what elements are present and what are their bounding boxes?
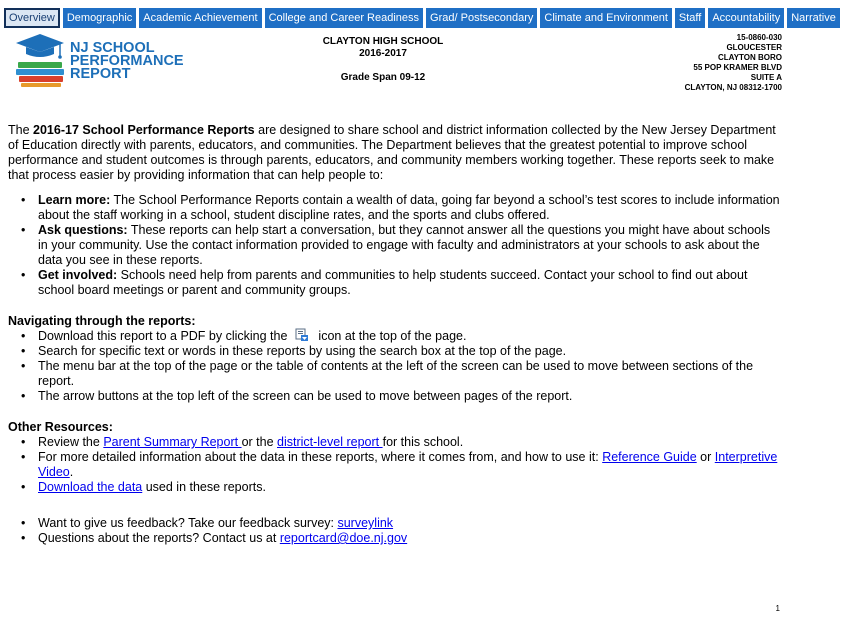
list-item: • The menu bar at the top of the page or the table of contents at the left of the screen can be used to move between sections of the report. bbox=[21, 359, 754, 388]
tab-overview[interactable]: Overview bbox=[4, 8, 60, 28]
bullet: • bbox=[21, 329, 26, 343]
list-item: • Search for specific text or words in these reports by using the search box at the top of the page. bbox=[21, 344, 567, 358]
list-item: • Learn more: The School Performance Reports contain a wealth of data, going far beyond a school’s test scores to include information about the staff working in a school, student discipline rates, and the sports and clubs offered. bbox=[21, 193, 780, 222]
list-item: • Questions about the reports? Contact us at reportcard@doe.nj.gov bbox=[21, 531, 408, 545]
parent-summary-link[interactable]: Parent Summary Report bbox=[103, 435, 242, 449]
navigating-title: Navigating through the reports: bbox=[8, 314, 196, 328]
bullet: • bbox=[21, 268, 26, 282]
tab-grad-postsecondary[interactable]: Grad/ Postsecondary bbox=[426, 8, 537, 28]
bullet: • bbox=[21, 344, 26, 358]
navigating-list bbox=[8, 329, 780, 404]
list-item: • The arrow buttons at the top left of the screen can be used to move between pages of the report. bbox=[21, 389, 573, 403]
tab-academic-achievement[interactable]: Academic Achievement bbox=[139, 8, 261, 28]
school-year: 2016-2017 bbox=[359, 48, 407, 59]
bullet: • bbox=[21, 516, 26, 530]
other-resources-list bbox=[8, 435, 780, 495]
list-item: • Get involved: Schools need help from parents and communities to help students succeed. Contact your school to find out about school board meetings or parent and community groups. bbox=[21, 268, 748, 297]
school-name: CLAYTON HIGH SCHOOL bbox=[322, 36, 444, 47]
other-resources-title: Other Resources: bbox=[8, 420, 113, 434]
pdf-download-icon[interactable] bbox=[295, 329, 308, 341]
list-item: • Download the data used in these reports. bbox=[21, 480, 266, 494]
list-item: • Ask questions: These reports can help start a conversation, but they cannot answer all the questions you might have about schools in your community. Use the contact information provided to engage with faculty and administrators at your schools to ask about the data you see in these reports. bbox=[21, 223, 771, 267]
school-address: 15-0860-030 GLOUCESTER CLAYTON BORO 55 POP KRAMER BLVD SUITE A CLAYTON, NJ 08312-1700 bbox=[684, 33, 782, 92]
intro-paragraph: The 2016-17 School Performance Reports are designed to share school and district information collected by the New Jersey Department of Education directly with parents, educators, and communities. The Department believes that the greatest potential to improve school performance and student outcomes is through parents, educators, and community members working together. These reports seek to make that process easier by providing information that can help people to: bbox=[8, 123, 776, 182]
purpose-list bbox=[8, 193, 780, 298]
bullet: • bbox=[21, 435, 26, 449]
bullet: • bbox=[21, 359, 26, 373]
reference-guide-link[interactable]: Reference Guide bbox=[602, 450, 697, 464]
nav-tabs bbox=[4, 8, 843, 28]
bullet: • bbox=[21, 389, 26, 403]
list-item: • Download this report to a PDF by clicking the icon at the top of the page. bbox=[21, 329, 467, 343]
tab-staff[interactable]: Staff bbox=[675, 8, 705, 28]
tab-climate-environment[interactable]: Climate and Environment bbox=[540, 8, 672, 28]
tab-college-career-readiness[interactable]: College and Career Readiness bbox=[265, 8, 423, 28]
school-header bbox=[300, 36, 466, 84]
bullet: • bbox=[21, 480, 26, 494]
list-item: • Review the Parent Summary Report or the district-level report for this school. bbox=[21, 435, 464, 449]
bullet: • bbox=[21, 223, 26, 237]
grade-span: Grade Span 09-12 bbox=[340, 72, 426, 83]
overview-content bbox=[8, 123, 780, 546]
logo-text: NJ SCHOOL PERFORMANCE REPORT bbox=[70, 40, 184, 82]
interpretive-video-link[interactable]: Interpretive Video bbox=[38, 450, 778, 479]
list-item: • For more detailed information about the data in these reports, where it comes from, and how to use it: Reference Guide or Interpretive Video. bbox=[21, 450, 778, 479]
district-report-link[interactable]: district-level report bbox=[277, 435, 383, 449]
feedback-list bbox=[8, 516, 780, 546]
bullet: • bbox=[21, 531, 26, 545]
contact-email-link[interactable]: reportcard@doe.nj.gov bbox=[279, 531, 408, 545]
download-data-link[interactable]: Download the data bbox=[38, 480, 143, 494]
tab-demographic[interactable]: Demographic bbox=[63, 8, 136, 28]
bullet: • bbox=[21, 450, 26, 464]
list-item: • Want to give us feedback? Take our feedback survey: surveylink bbox=[21, 516, 394, 530]
page-number: 1 bbox=[775, 604, 780, 613]
survey-link[interactable]: surveylink bbox=[337, 516, 394, 530]
tab-narrative[interactable]: Narrative bbox=[787, 8, 840, 28]
tab-accountability[interactable]: Accountability bbox=[708, 8, 784, 28]
bullet: • bbox=[21, 193, 26, 207]
